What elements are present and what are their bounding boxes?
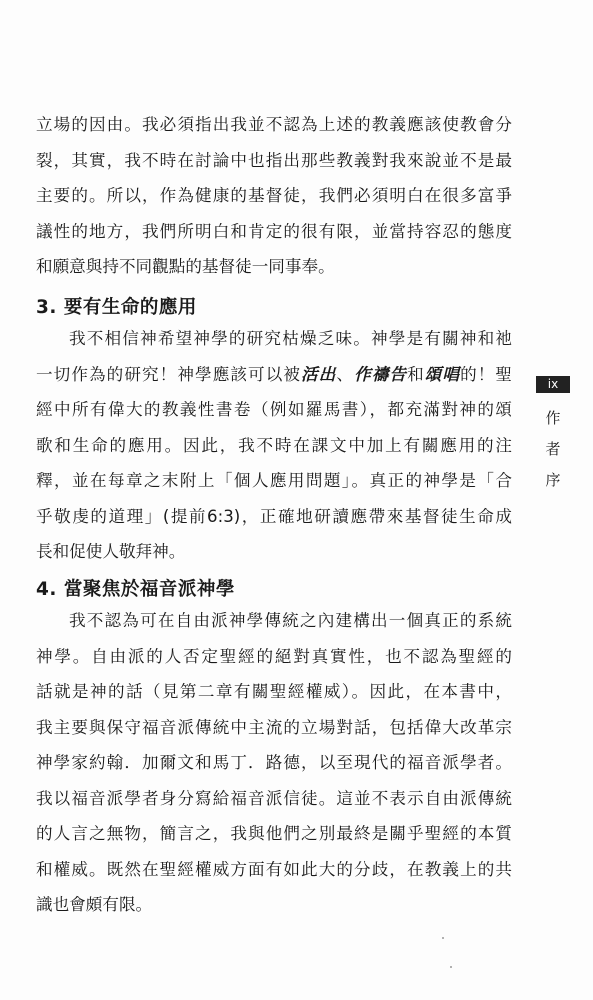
body-line: 我以福音派學者身分寫給福音派信徒。這並不表示自由派傳統 xyxy=(36,788,512,808)
scan-speck xyxy=(450,966,452,968)
emphasis-text: 作禱告 xyxy=(354,364,408,384)
body-line: 立場的因由。我必須指出我並不認為上述的教義應該使教會分 xyxy=(36,115,512,134)
body-line: 我主要與保守福音派傳統中主流的立場對話，包括偉大改革宗 xyxy=(36,717,512,737)
section3-paragraph xyxy=(36,321,512,570)
section4-paragraph xyxy=(36,603,512,923)
emphasis-text: 頌唱 xyxy=(424,364,461,384)
page-number: ix xyxy=(536,376,570,393)
body-line: 的人言之無物，簡言之，我與他們之別最終是關乎聖經的本質 xyxy=(36,824,512,843)
body-line: 長和促使人敬拜神。 xyxy=(36,542,186,561)
section-heading: 3. 要有生命的應用 xyxy=(36,297,197,318)
side-label-char: 序 xyxy=(545,471,561,489)
body-line: 議性的地方，我們所明白和肯定的很有限，並當持容忍的態度 xyxy=(36,221,512,241)
body-line: 話就是神的話（見第二章有關聖經權威）。因此，在本書中， xyxy=(36,682,512,701)
body-line: 一切作為的研究！神學應該可以被活出、作禱告和頌唱的！聖 xyxy=(36,364,513,384)
body-line: 神學家約翰．加爾文和馬丁．路德，以至現代的福音派學者。 xyxy=(36,753,512,772)
body-line: 我不相信神希望神學的研究枯燥乏味。神學是有關神和祂 xyxy=(69,329,512,348)
side-label-char: 作 xyxy=(545,409,561,427)
body-line: 裂，其實，我不時在討論中也指出那些教義對我來說並不是最 xyxy=(36,150,512,170)
body-line: 乎敬虔的道理」(提前6:3)，正確地研讀應帶來基督徒生命成 xyxy=(36,506,512,526)
body-line: 神學。自由派的人否定聖經的絕對真實性，也不認為聖經的 xyxy=(36,646,512,666)
body-line: 歌和生命的應用。因此，我不時在課文中加上有關應用的注 xyxy=(36,435,512,455)
scan-speck xyxy=(442,937,444,939)
body-line: 和願意與持不同觀點的基督徒一同事奉。 xyxy=(36,257,335,276)
side-label-char: 者 xyxy=(545,440,561,458)
body-line: 釋，並在每章之末附上「個人應用問題」。真正的神學是「合 xyxy=(36,471,512,490)
body-line: 識也會頗有限。 xyxy=(36,895,153,914)
body-line: 經中所有偉大的教義性書卷（例如羅馬書），都充滿對神的頌 xyxy=(36,400,512,419)
body-line: 我不認為可在自由派神學傳統之內建構出一個真正的系統 xyxy=(69,611,512,630)
emphasis-text: 活出 xyxy=(301,364,337,384)
intro-paragraph xyxy=(36,107,512,285)
section-heading: 4. 當聚焦於福音派神學 xyxy=(36,579,235,600)
body-line: 和權威。既然在聖經權威方面有如此大的分歧，在教義上的共 xyxy=(36,859,512,879)
body-line: 主要的。所以，作為健康的基督徒，我們必須明白在很多富爭 xyxy=(36,186,512,205)
